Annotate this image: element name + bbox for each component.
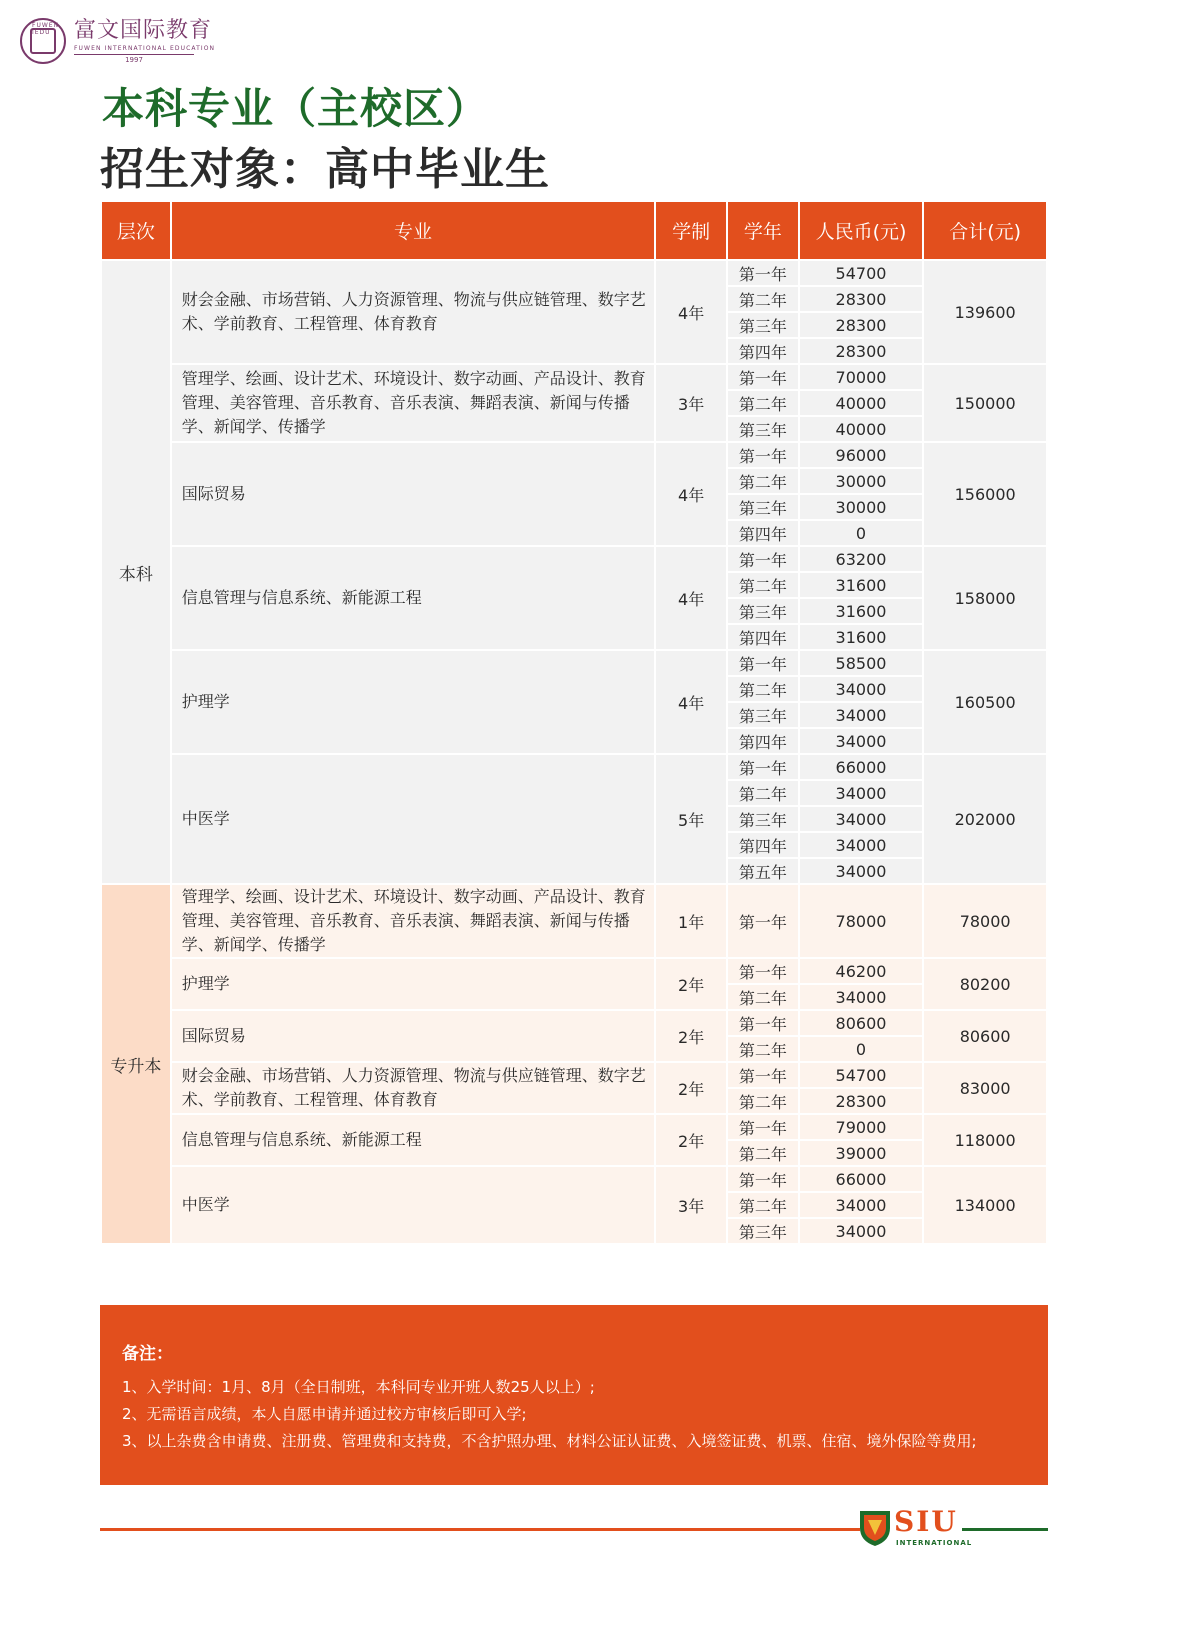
fee-cell: 28300 [800, 287, 923, 311]
year-cell: 第二年 [728, 573, 798, 597]
major-cell: 信息管理与信息系统、新能源工程 [172, 547, 655, 649]
major-cell: 中医学 [172, 1167, 655, 1243]
fee-cell: 0 [800, 1037, 923, 1061]
year-cell: 第四年 [728, 339, 798, 363]
notes-title: 备注： [122, 1344, 173, 1364]
fee-cell: 31600 [800, 625, 923, 649]
fuwen-seal-icon [20, 18, 66, 64]
fee-cell: 28300 [800, 339, 923, 363]
fee-cell: 31600 [800, 599, 923, 623]
total-cell: 78000 [924, 885, 1046, 957]
header-level: 层次 [102, 202, 170, 259]
siu-logo-subtext: INTERNATIONAL [896, 1539, 973, 1547]
table-row [102, 1063, 1046, 1087]
fee-cell: 46200 [800, 959, 923, 983]
major-cell: 信息管理与信息系统、新能源工程 [172, 1115, 655, 1165]
year-cell: 第二年 [728, 1193, 798, 1217]
fee-cell: 34000 [800, 1193, 923, 1217]
year-cell: 第二年 [728, 1089, 798, 1113]
major-cell: 管理学、绘画、设计艺术、环境设计、数字动画、产品设计、教育管理、美容管理、音乐教育、音乐表演、舞蹈表演、新闻与传播学、新闻学、传播学 [172, 885, 655, 957]
fee-cell: 40000 [800, 417, 923, 441]
total-cell: 134000 [924, 1167, 1046, 1243]
major-cell: 中医学 [172, 755, 655, 883]
total-cell: 202000 [924, 755, 1046, 883]
fee-cell: 34000 [800, 859, 923, 883]
fee-cell: 34000 [800, 833, 923, 857]
fee-cell: 31600 [800, 573, 923, 597]
footer-divider [100, 1528, 860, 1531]
logo-name-en: FUWEN INTERNATIONAL EDUCATION [74, 44, 216, 52]
total-cell: 139600 [924, 261, 1046, 363]
fee-cell: 66000 [800, 755, 923, 779]
fee-cell: 39000 [800, 1141, 923, 1165]
year-cell: 第四年 [728, 833, 798, 857]
header-fee: 人民币(元) [800, 202, 923, 259]
year-cell: 第三年 [728, 495, 798, 519]
duration-cell: 2年 [656, 1115, 726, 1165]
fee-cell: 34000 [800, 703, 923, 727]
fee-cell: 34000 [800, 677, 923, 701]
year-cell: 第三年 [728, 313, 798, 337]
major-cell: 管理学、绘画、设计艺术、环境设计、数字动画、产品设计、教育管理、美容管理、音乐教育、音乐表演、舞蹈表演、新闻与传播学、新闻学、传播学 [172, 365, 655, 441]
duration-cell: 2年 [656, 959, 726, 1009]
duration-cell: 4年 [656, 651, 726, 753]
table-row [102, 261, 1046, 285]
tuition-table [100, 200, 1048, 1245]
year-cell: 第二年 [728, 781, 798, 805]
year-cell: 第一年 [728, 365, 798, 389]
fee-cell: 54700 [800, 1063, 923, 1087]
table-row [102, 755, 1046, 779]
total-cell: 158000 [924, 547, 1046, 649]
year-cell: 第四年 [728, 729, 798, 753]
fee-cell: 34000 [800, 807, 923, 831]
duration-cell: 4年 [656, 443, 726, 545]
year-cell: 第四年 [728, 625, 798, 649]
year-cell: 第一年 [728, 755, 798, 779]
duration-cell: 3年 [656, 1167, 726, 1243]
major-cell: 护理学 [172, 959, 655, 1009]
total-cell: 156000 [924, 443, 1046, 545]
fee-cell: 28300 [800, 1089, 923, 1113]
total-cell: 83000 [924, 1063, 1046, 1113]
siu-shield-icon [858, 1508, 892, 1548]
year-cell: 第二年 [728, 1037, 798, 1061]
duration-cell: 4年 [656, 261, 726, 363]
year-cell: 第一年 [728, 1115, 798, 1139]
year-cell: 第二年 [728, 469, 798, 493]
year-cell: 第三年 [728, 1219, 798, 1243]
table-row [102, 959, 1046, 983]
year-cell: 第三年 [728, 703, 798, 727]
table-row [102, 1011, 1046, 1035]
fee-cell: 78000 [800, 885, 923, 957]
level-cell: 专升本 [102, 885, 170, 1243]
note-item: 1、入学时间：1月、8月（全日制班，本科同专业开班人数25人以上）; [122, 1378, 595, 1396]
duration-cell: 1年 [656, 885, 726, 957]
fee-cell: 30000 [800, 495, 923, 519]
page-subtitle: 招生对象：高中毕业生 [100, 144, 550, 195]
year-cell: 第一年 [728, 547, 798, 571]
year-cell: 第二年 [728, 677, 798, 701]
total-cell: 160500 [924, 651, 1046, 753]
seal-text: FUWEN IEDU [32, 22, 60, 36]
fee-cell: 34000 [800, 1219, 923, 1243]
year-cell: 第三年 [728, 807, 798, 831]
fee-cell: 96000 [800, 443, 923, 467]
fee-cell: 58500 [800, 651, 923, 675]
year-cell: 第三年 [728, 417, 798, 441]
header-year: 学年 [728, 202, 798, 259]
table-row [102, 365, 1046, 389]
logo-year: 1997 [74, 54, 194, 64]
page-title: 本科专业（主校区） [102, 84, 490, 133]
year-cell: 第一年 [728, 959, 798, 983]
fee-cell: 70000 [800, 365, 923, 389]
fee-cell: 0 [800, 521, 923, 545]
fee-cell: 79000 [800, 1115, 923, 1139]
year-cell: 第一年 [728, 443, 798, 467]
major-cell: 国际贸易 [172, 1011, 655, 1061]
level-cell: 本科 [102, 261, 170, 883]
table-row [102, 885, 1046, 957]
fee-cell: 34000 [800, 729, 923, 753]
table-row [102, 1115, 1046, 1139]
fee-cell: 54700 [800, 261, 923, 285]
major-cell: 财会金融、市场营销、人力资源管理、物流与供应链管理、数字艺术、学前教育、工程管理、体育教育 [172, 261, 655, 363]
siu-logo-text: SIU [894, 1505, 958, 1538]
duration-cell: 2年 [656, 1011, 726, 1061]
header-total: 合计(元) [924, 202, 1046, 259]
logo-name-cn: 富文国际教育 [74, 17, 213, 43]
fee-cell: 63200 [800, 547, 923, 571]
major-cell: 国际贸易 [172, 443, 655, 545]
fee-cell: 40000 [800, 391, 923, 415]
duration-cell: 5年 [656, 755, 726, 883]
fee-cell: 34000 [800, 985, 923, 1009]
year-cell: 第一年 [728, 1063, 798, 1087]
fee-cell: 66000 [800, 1167, 923, 1191]
total-cell: 80200 [924, 959, 1046, 1009]
header-major: 专业 [172, 202, 655, 259]
table-row [102, 1167, 1046, 1191]
year-cell: 第二年 [728, 287, 798, 311]
note-item: 3、以上杂费含申请费、注册费、管理费和支持费，不含护照办理、材料公证认证费、入境签证费、机票、住宿、境外保险等费用; [122, 1432, 977, 1450]
table-row [102, 547, 1046, 571]
year-cell: 第三年 [728, 599, 798, 623]
year-cell: 第二年 [728, 391, 798, 415]
footer-divider-green [962, 1528, 1048, 1531]
fee-cell: 34000 [800, 781, 923, 805]
year-cell: 第五年 [728, 859, 798, 883]
fee-cell: 30000 [800, 469, 923, 493]
year-cell: 第二年 [728, 1141, 798, 1165]
table-row [102, 443, 1046, 467]
fee-cell: 80600 [800, 1011, 923, 1035]
year-cell: 第二年 [728, 985, 798, 1009]
year-cell: 第一年 [728, 1167, 798, 1191]
note-item: 2、无需语言成绩，本人自愿申请并通过校方审核后即可入学; [122, 1405, 527, 1423]
year-cell: 第一年 [728, 885, 798, 957]
header-duration: 学制 [656, 202, 726, 259]
table-row [102, 651, 1046, 675]
year-cell: 第四年 [728, 521, 798, 545]
total-cell: 118000 [924, 1115, 1046, 1165]
year-cell: 第一年 [728, 261, 798, 285]
total-cell: 80600 [924, 1011, 1046, 1061]
major-cell: 财会金融、市场营销、人力资源管理、物流与供应链管理、数字艺术、学前教育、工程管理、体育教育 [172, 1063, 655, 1113]
major-cell: 护理学 [172, 651, 655, 753]
fuwen-logo [20, 18, 215, 64]
duration-cell: 4年 [656, 547, 726, 649]
duration-cell: 3年 [656, 365, 726, 441]
year-cell: 第一年 [728, 1011, 798, 1035]
notes-box [100, 1305, 1048, 1485]
year-cell: 第一年 [728, 651, 798, 675]
fee-cell: 28300 [800, 313, 923, 337]
table-header-row [102, 202, 1046, 259]
duration-cell: 2年 [656, 1063, 726, 1113]
total-cell: 150000 [924, 365, 1046, 441]
